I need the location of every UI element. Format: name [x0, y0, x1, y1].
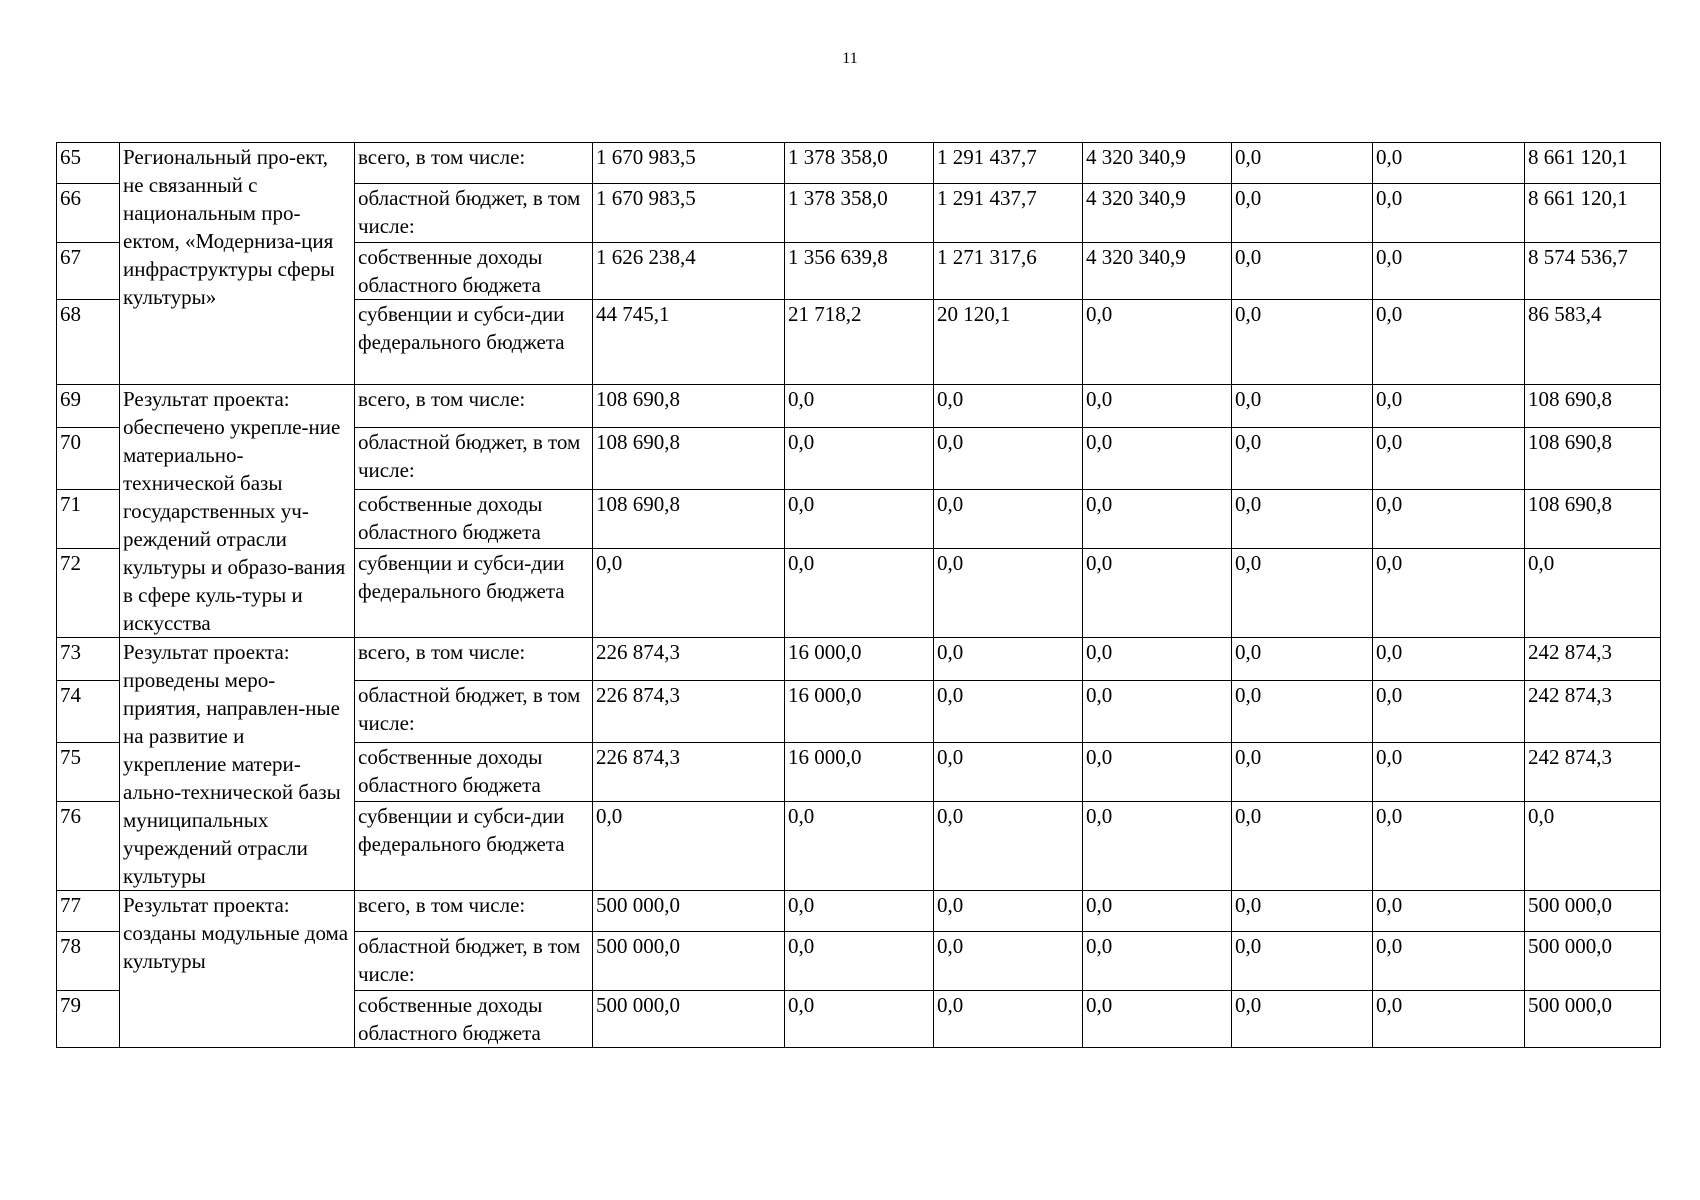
funding-source: всего, в том числе: [355, 638, 593, 681]
value-cell: 1 378 358,0 [785, 184, 934, 243]
value-cell: 0,0 [1373, 143, 1525, 184]
value-cell: 0,0 [934, 638, 1083, 681]
value-cell: 16 000,0 [785, 680, 934, 742]
value-cell: 0,0 [1373, 184, 1525, 243]
funding-source: субвенции и субси-дии федерального бюджета [355, 300, 593, 385]
row-number: 79 [57, 991, 120, 1048]
total-value-cell: 242 874,3 [1525, 742, 1661, 802]
value-cell: 0,0 [1232, 991, 1373, 1048]
table-row [57, 638, 1661, 681]
funding-source: областной бюджет, в том числе: [355, 932, 593, 991]
project-title: Региональный про-ект, не связанный с национальным про-ектом, «Модерниза-ция инфраструктуры сферы культуры» [120, 143, 355, 385]
total-value-cell: 0,0 [1525, 802, 1661, 891]
table-row [57, 891, 1661, 932]
total-value-cell: 500 000,0 [1525, 891, 1661, 932]
value-cell: 0,0 [1083, 680, 1232, 742]
total-value-cell: 242 874,3 [1525, 680, 1661, 742]
value-cell: 21 718,2 [785, 300, 934, 385]
value-cell: 0,0 [785, 385, 934, 428]
value-cell: 0,0 [1373, 638, 1525, 681]
value-cell: 0,0 [934, 891, 1083, 932]
value-cell: 0,0 [593, 549, 785, 638]
value-cell: 0,0 [1232, 932, 1373, 991]
total-value-cell: 108 690,8 [1525, 385, 1661, 428]
funding-source: областной бюджет, в том числе: [355, 680, 593, 742]
value-cell: 0,0 [1232, 184, 1373, 243]
value-cell: 0,0 [1232, 802, 1373, 891]
value-cell: 0,0 [934, 427, 1083, 489]
value-cell: 0,0 [593, 802, 785, 891]
value-cell: 0,0 [1232, 143, 1373, 184]
value-cell: 4 320 340,9 [1083, 184, 1232, 243]
value-cell: 0,0 [1373, 932, 1525, 991]
total-value-cell: 500 000,0 [1525, 932, 1661, 991]
value-cell: 0,0 [1083, 891, 1232, 932]
value-cell: 0,0 [1083, 427, 1232, 489]
value-cell: 0,0 [1083, 991, 1232, 1048]
funding-source: собственные доходы областного бюджета [355, 243, 593, 300]
value-cell: 0,0 [934, 802, 1083, 891]
value-cell: 0,0 [785, 427, 934, 489]
funding-source: областной бюджет, в том числе: [355, 184, 593, 243]
value-cell: 226 874,3 [593, 680, 785, 742]
value-cell: 500 000,0 [593, 891, 785, 932]
value-cell: 226 874,3 [593, 638, 785, 681]
total-value-cell: 108 690,8 [1525, 427, 1661, 489]
value-cell: 0,0 [1083, 385, 1232, 428]
value-cell: 226 874,3 [593, 742, 785, 802]
value-cell: 1 626 238,4 [593, 243, 785, 300]
value-cell: 20 120,1 [934, 300, 1083, 385]
row-number: 77 [57, 891, 120, 932]
value-cell: 0,0 [1373, 891, 1525, 932]
value-cell: 0,0 [1373, 802, 1525, 891]
total-value-cell: 8 574 536,7 [1525, 243, 1661, 300]
value-cell: 1 291 437,7 [934, 143, 1083, 184]
total-value-cell: 8 661 120,1 [1525, 184, 1661, 243]
row-number: 69 [57, 385, 120, 428]
funding-source: всего, в том числе: [355, 385, 593, 428]
row-number: 74 [57, 680, 120, 742]
row-number: 72 [57, 549, 120, 638]
value-cell: 0,0 [1083, 932, 1232, 991]
value-cell: 0,0 [1373, 300, 1525, 385]
value-cell: 0,0 [1232, 243, 1373, 300]
total-value-cell: 242 874,3 [1525, 638, 1661, 681]
funding-source: собственные доходы областного бюджета [355, 489, 593, 549]
value-cell: 1 670 983,5 [593, 184, 785, 243]
table-row [57, 143, 1661, 184]
value-cell: 0,0 [934, 489, 1083, 549]
value-cell: 0,0 [785, 489, 934, 549]
value-cell: 0,0 [1232, 638, 1373, 681]
value-cell: 0,0 [1232, 385, 1373, 428]
funding-source: собственные доходы областного бюджета [355, 991, 593, 1048]
project-title: Результат проекта: проведены меро-приятия, направлен-ные на развитие и укрепление матери-ально-технической базы муниципальных учреждений отрасли культуры [120, 638, 355, 891]
value-cell: 0,0 [1232, 891, 1373, 932]
value-cell: 0,0 [785, 549, 934, 638]
value-cell: 0,0 [1232, 742, 1373, 802]
value-cell: 0,0 [934, 742, 1083, 802]
value-cell: 1 356 639,8 [785, 243, 934, 300]
value-cell: 0,0 [1083, 549, 1232, 638]
value-cell: 16 000,0 [785, 742, 934, 802]
value-cell: 0,0 [1232, 300, 1373, 385]
value-cell: 0,0 [1232, 427, 1373, 489]
value-cell: 0,0 [1373, 742, 1525, 802]
value-cell: 0,0 [1373, 243, 1525, 300]
value-cell: 0,0 [934, 385, 1083, 428]
value-cell: 0,0 [1083, 742, 1232, 802]
value-cell: 1 271 317,6 [934, 243, 1083, 300]
funding-source: областной бюджет, в том числе: [355, 427, 593, 489]
funding-source: всего, в том числе: [355, 143, 593, 184]
funding-source: всего, в том числе: [355, 891, 593, 932]
value-cell: 0,0 [1373, 427, 1525, 489]
value-cell: 1 378 358,0 [785, 143, 934, 184]
table-body [57, 143, 1661, 1048]
value-cell: 0,0 [1083, 638, 1232, 681]
value-cell: 0,0 [785, 932, 934, 991]
value-cell: 4 320 340,9 [1083, 243, 1232, 300]
value-cell: 0,0 [1373, 549, 1525, 638]
total-value-cell: 8 661 120,1 [1525, 143, 1661, 184]
funding-source: субвенции и субси-дии федерального бюджета [355, 802, 593, 891]
value-cell: 0,0 [785, 891, 934, 932]
value-cell: 108 690,8 [593, 385, 785, 428]
value-cell: 0,0 [934, 680, 1083, 742]
value-cell: 108 690,8 [593, 489, 785, 549]
value-cell: 0,0 [1373, 991, 1525, 1048]
row-number: 75 [57, 742, 120, 802]
total-value-cell: 108 690,8 [1525, 489, 1661, 549]
value-cell: 0,0 [1373, 489, 1525, 549]
row-number: 68 [57, 300, 120, 385]
value-cell: 500 000,0 [593, 932, 785, 991]
value-cell: 0,0 [1373, 385, 1525, 428]
row-number: 71 [57, 489, 120, 549]
value-cell: 0,0 [1232, 680, 1373, 742]
value-cell: 0,0 [1232, 549, 1373, 638]
total-value-cell: 500 000,0 [1525, 991, 1661, 1048]
total-value-cell: 86 583,4 [1525, 300, 1661, 385]
value-cell: 1 670 983,5 [593, 143, 785, 184]
value-cell: 0,0 [934, 549, 1083, 638]
value-cell: 500 000,0 [593, 991, 785, 1048]
value-cell: 0,0 [934, 932, 1083, 991]
value-cell: 1 291 437,7 [934, 184, 1083, 243]
row-number: 78 [57, 932, 120, 991]
value-cell: 44 745,1 [593, 300, 785, 385]
value-cell: 0,0 [934, 991, 1083, 1048]
project-title: Результат проекта: обеспечено укрепле-ние материально-технической базы государственных уч-реждений отрасли культуры и образо-вания в сфере куль-туры и искусства [120, 385, 355, 638]
value-cell: 0,0 [1083, 300, 1232, 385]
row-number: 67 [57, 243, 120, 300]
row-number: 66 [57, 184, 120, 243]
row-number: 65 [57, 143, 120, 184]
value-cell: 0,0 [785, 991, 934, 1048]
value-cell: 0,0 [1232, 489, 1373, 549]
page-number: 11 [842, 50, 858, 67]
row-number: 70 [57, 427, 120, 489]
table-row [57, 385, 1661, 428]
value-cell: 0,0 [1083, 489, 1232, 549]
value-cell: 16 000,0 [785, 638, 934, 681]
project-title: Результат проекта: созданы модульные дома культуры [120, 891, 355, 1048]
value-cell: 0,0 [1083, 802, 1232, 891]
total-value-cell: 0,0 [1525, 549, 1661, 638]
row-number: 76 [57, 802, 120, 891]
value-cell: 0,0 [1373, 680, 1525, 742]
value-cell: 0,0 [785, 802, 934, 891]
value-cell: 108 690,8 [593, 427, 785, 489]
budget-table [56, 142, 1661, 1048]
value-cell: 4 320 340,9 [1083, 143, 1232, 184]
row-number: 73 [57, 638, 120, 681]
funding-source: собственные доходы областного бюджета [355, 742, 593, 802]
funding-source: субвенции и субси-дии федерального бюджета [355, 549, 593, 638]
